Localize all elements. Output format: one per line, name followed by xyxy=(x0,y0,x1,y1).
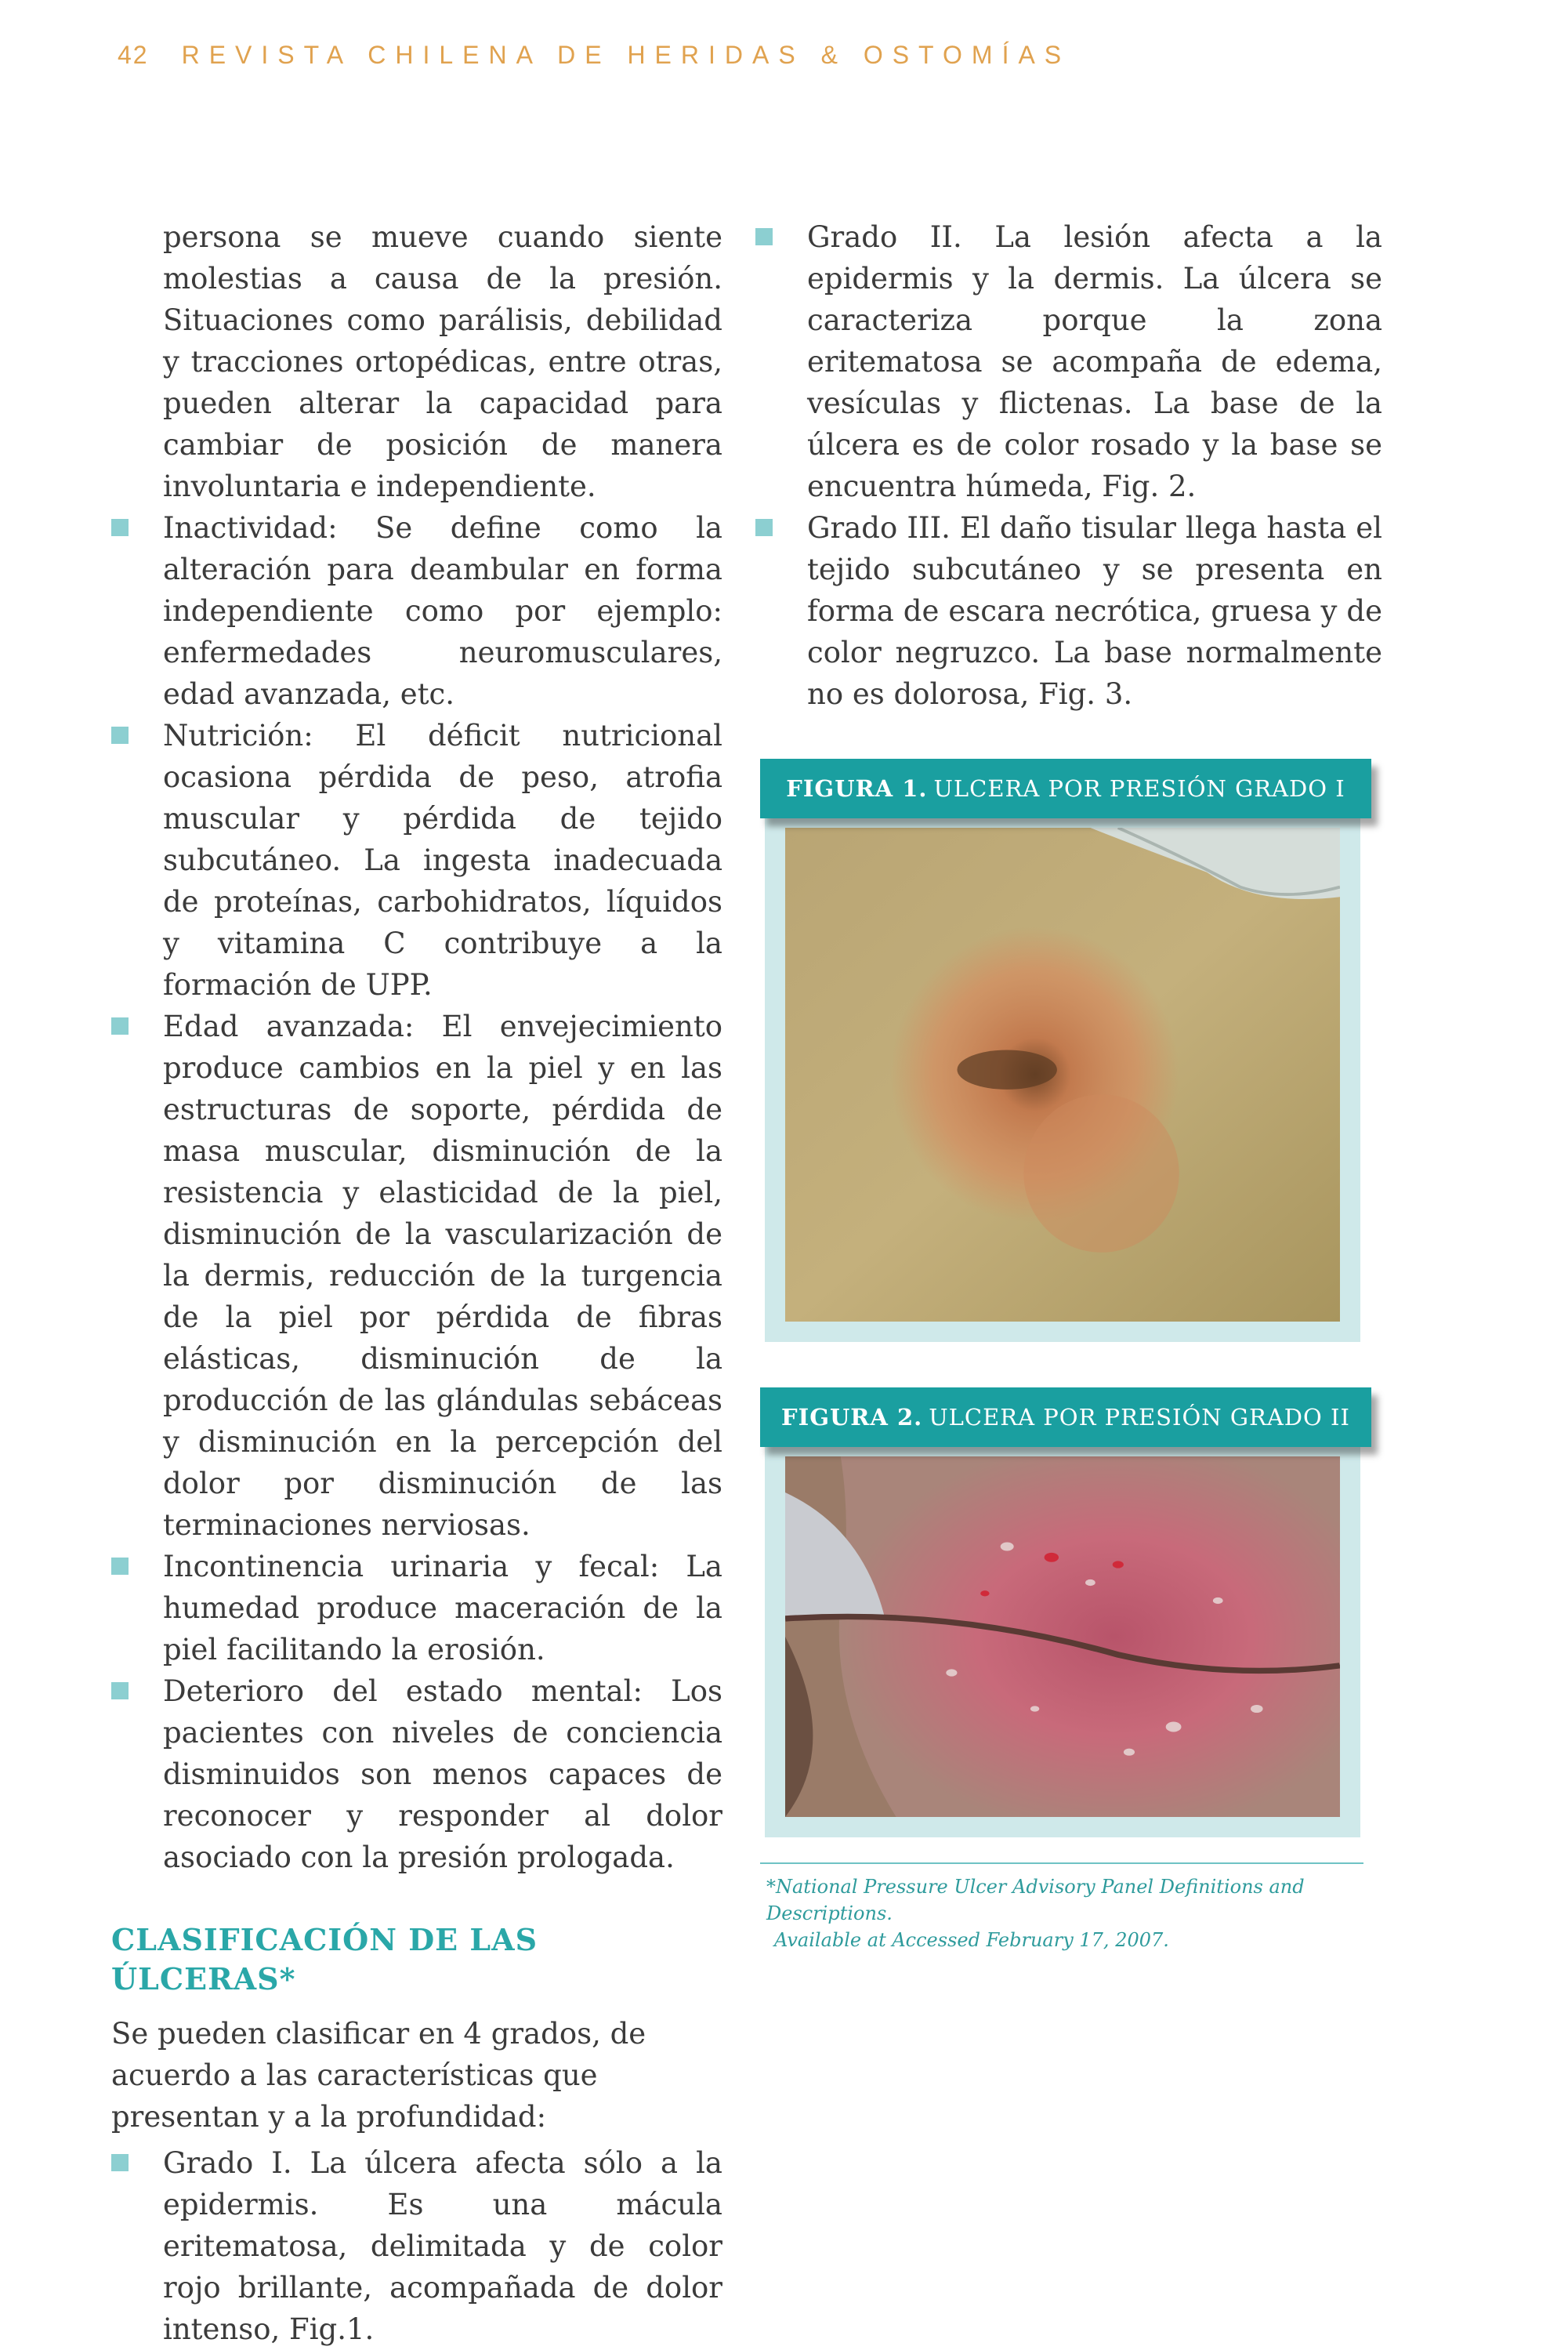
figure-1-photo xyxy=(785,828,1340,1322)
bullet-square-icon xyxy=(111,1558,129,1575)
list-item xyxy=(111,1006,722,1546)
figure-1-frame xyxy=(765,811,1360,1342)
list-item-text: Nutrición: El déficit nutricional ocasiona pérdida de peso, atrofia muscular y pérdida de tejido subcutáneo. La ingesta inadecuada de proteínas, carbohidratos, líquidos y vitamina C contribuye a la formación de UPP. xyxy=(163,719,722,1002)
list-item-text: Grado III. El daño tisular llega hasta el tejido subcutáneo y se presenta en forma de escara necrótica, gruesa y de color negruzco. La base normalmente no es dolorosa, Fig. 3. xyxy=(807,511,1382,711)
section-title: CLASIFICACIÓN DE LAS ÚLCERAS* xyxy=(111,1922,538,1996)
page-number: 42 xyxy=(118,41,149,69)
intro-paragraph: persona se mueve cuando siente molestias a causa de la presión. Situaciones como parálisis, debilidad y tracciones ortopédicas, entre otras, pueden alterar la capacidad para cambiar de posición de manera involuntaria e independiente. xyxy=(163,220,722,503)
risk-factor-list xyxy=(111,507,722,1878)
footnote xyxy=(766,1873,1382,1953)
footnote-line-2: Available at Accessed February 17, 2007. xyxy=(774,1929,1169,1951)
journal-title: REVISTA CHILENA DE HERIDAS & OSTOMÍAS xyxy=(181,41,1071,69)
figure-1-label: FIGURA 1. xyxy=(786,775,928,802)
figure-2 xyxy=(760,1387,1371,1837)
list-item-text: Inactividad: Se define como la alteración para deambular en forma independiente como por ejemplo: enfermedades neuromusculares, edad avanzada, etc. xyxy=(163,511,722,711)
list-item-text: Deterioro del estado mental: Los pacientes con niveles de conciencia disminuidos son menos capaces de reconocer y responder al dolor asociado con la presión prologada. xyxy=(163,1674,722,1874)
bullet-square-icon xyxy=(111,519,129,536)
list-item xyxy=(111,1546,722,1670)
list-item xyxy=(111,1670,722,1878)
grade-list-left xyxy=(111,2142,722,2350)
list-item-text: Grado I. La úlcera afecta sólo a la epidermis. Es una mácula eritematosa, delimitada y de color rojo brillante, acompañada de dolor intenso, Fig.1. xyxy=(163,2146,722,2346)
footnote-rule xyxy=(760,1862,1363,1864)
list-item xyxy=(111,715,722,1006)
list-item xyxy=(111,507,722,715)
footnote-line-1: *National Pressure Ulcer Advisory Panel Definitions and Descriptions. xyxy=(766,1876,1305,1924)
left-column xyxy=(111,216,722,2350)
list-item-text: Incontinencia urinaria y fecal: La humedad produce maceración de la piel facilitando la erosión. xyxy=(163,1550,722,1666)
list-item-text: Grado II. La lesión afecta a la epidermis y la dermis. La úlcera se caracteriza porque la zona eritematosa se acompaña de edema, vesículas y flictenas. La base de la úlcera es de color rosado y la base se encuentra húmeda, Fig. 2. xyxy=(807,220,1382,503)
running-head xyxy=(118,41,1070,70)
section-lead: Se pueden clasificar en 4 grados, de acuerdo a las características que presentan y a la profundidad: xyxy=(111,2017,646,2134)
figure-1 xyxy=(760,759,1371,1342)
bullet-square-icon xyxy=(111,1682,129,1699)
bullet-square-icon xyxy=(755,228,773,245)
figure-2-title: ULCERA POR PRESIÓN GRADO II xyxy=(929,1404,1350,1431)
bullet-square-icon xyxy=(111,727,129,744)
list-item xyxy=(755,216,1382,507)
bullet-square-icon xyxy=(755,519,773,536)
figure-2-photo xyxy=(785,1456,1340,1817)
list-item-text: Edad avanzada: El envejecimiento produce cambios en la piel y en las estructuras de soporte, pérdida de masa muscular, disminución de la resistencia y elasticidad de la piel, disminución de la vascularización de la dermis, reducción de la turgencia de la piel por pérdida de fibras elásticas, disminución de la producción de las glándulas sebáceas y disminución en la percepción del dolor por disminución de las terminaciones nerviosas. xyxy=(163,1010,722,1542)
figure-1-title: ULCERA POR PRESIÓN GRADO I xyxy=(933,775,1345,802)
list-item xyxy=(111,2142,722,2350)
bullet-square-icon xyxy=(111,2154,129,2171)
figure-1-caption xyxy=(760,759,1371,818)
figure-2-frame xyxy=(765,1439,1360,1837)
right-column xyxy=(755,216,1382,1953)
list-item xyxy=(755,507,1382,715)
bullet-square-icon xyxy=(111,1017,129,1035)
figure-2-caption xyxy=(760,1387,1371,1447)
figure-2-label: FIGURA 2. xyxy=(781,1404,923,1431)
grade-list-right xyxy=(755,216,1382,715)
